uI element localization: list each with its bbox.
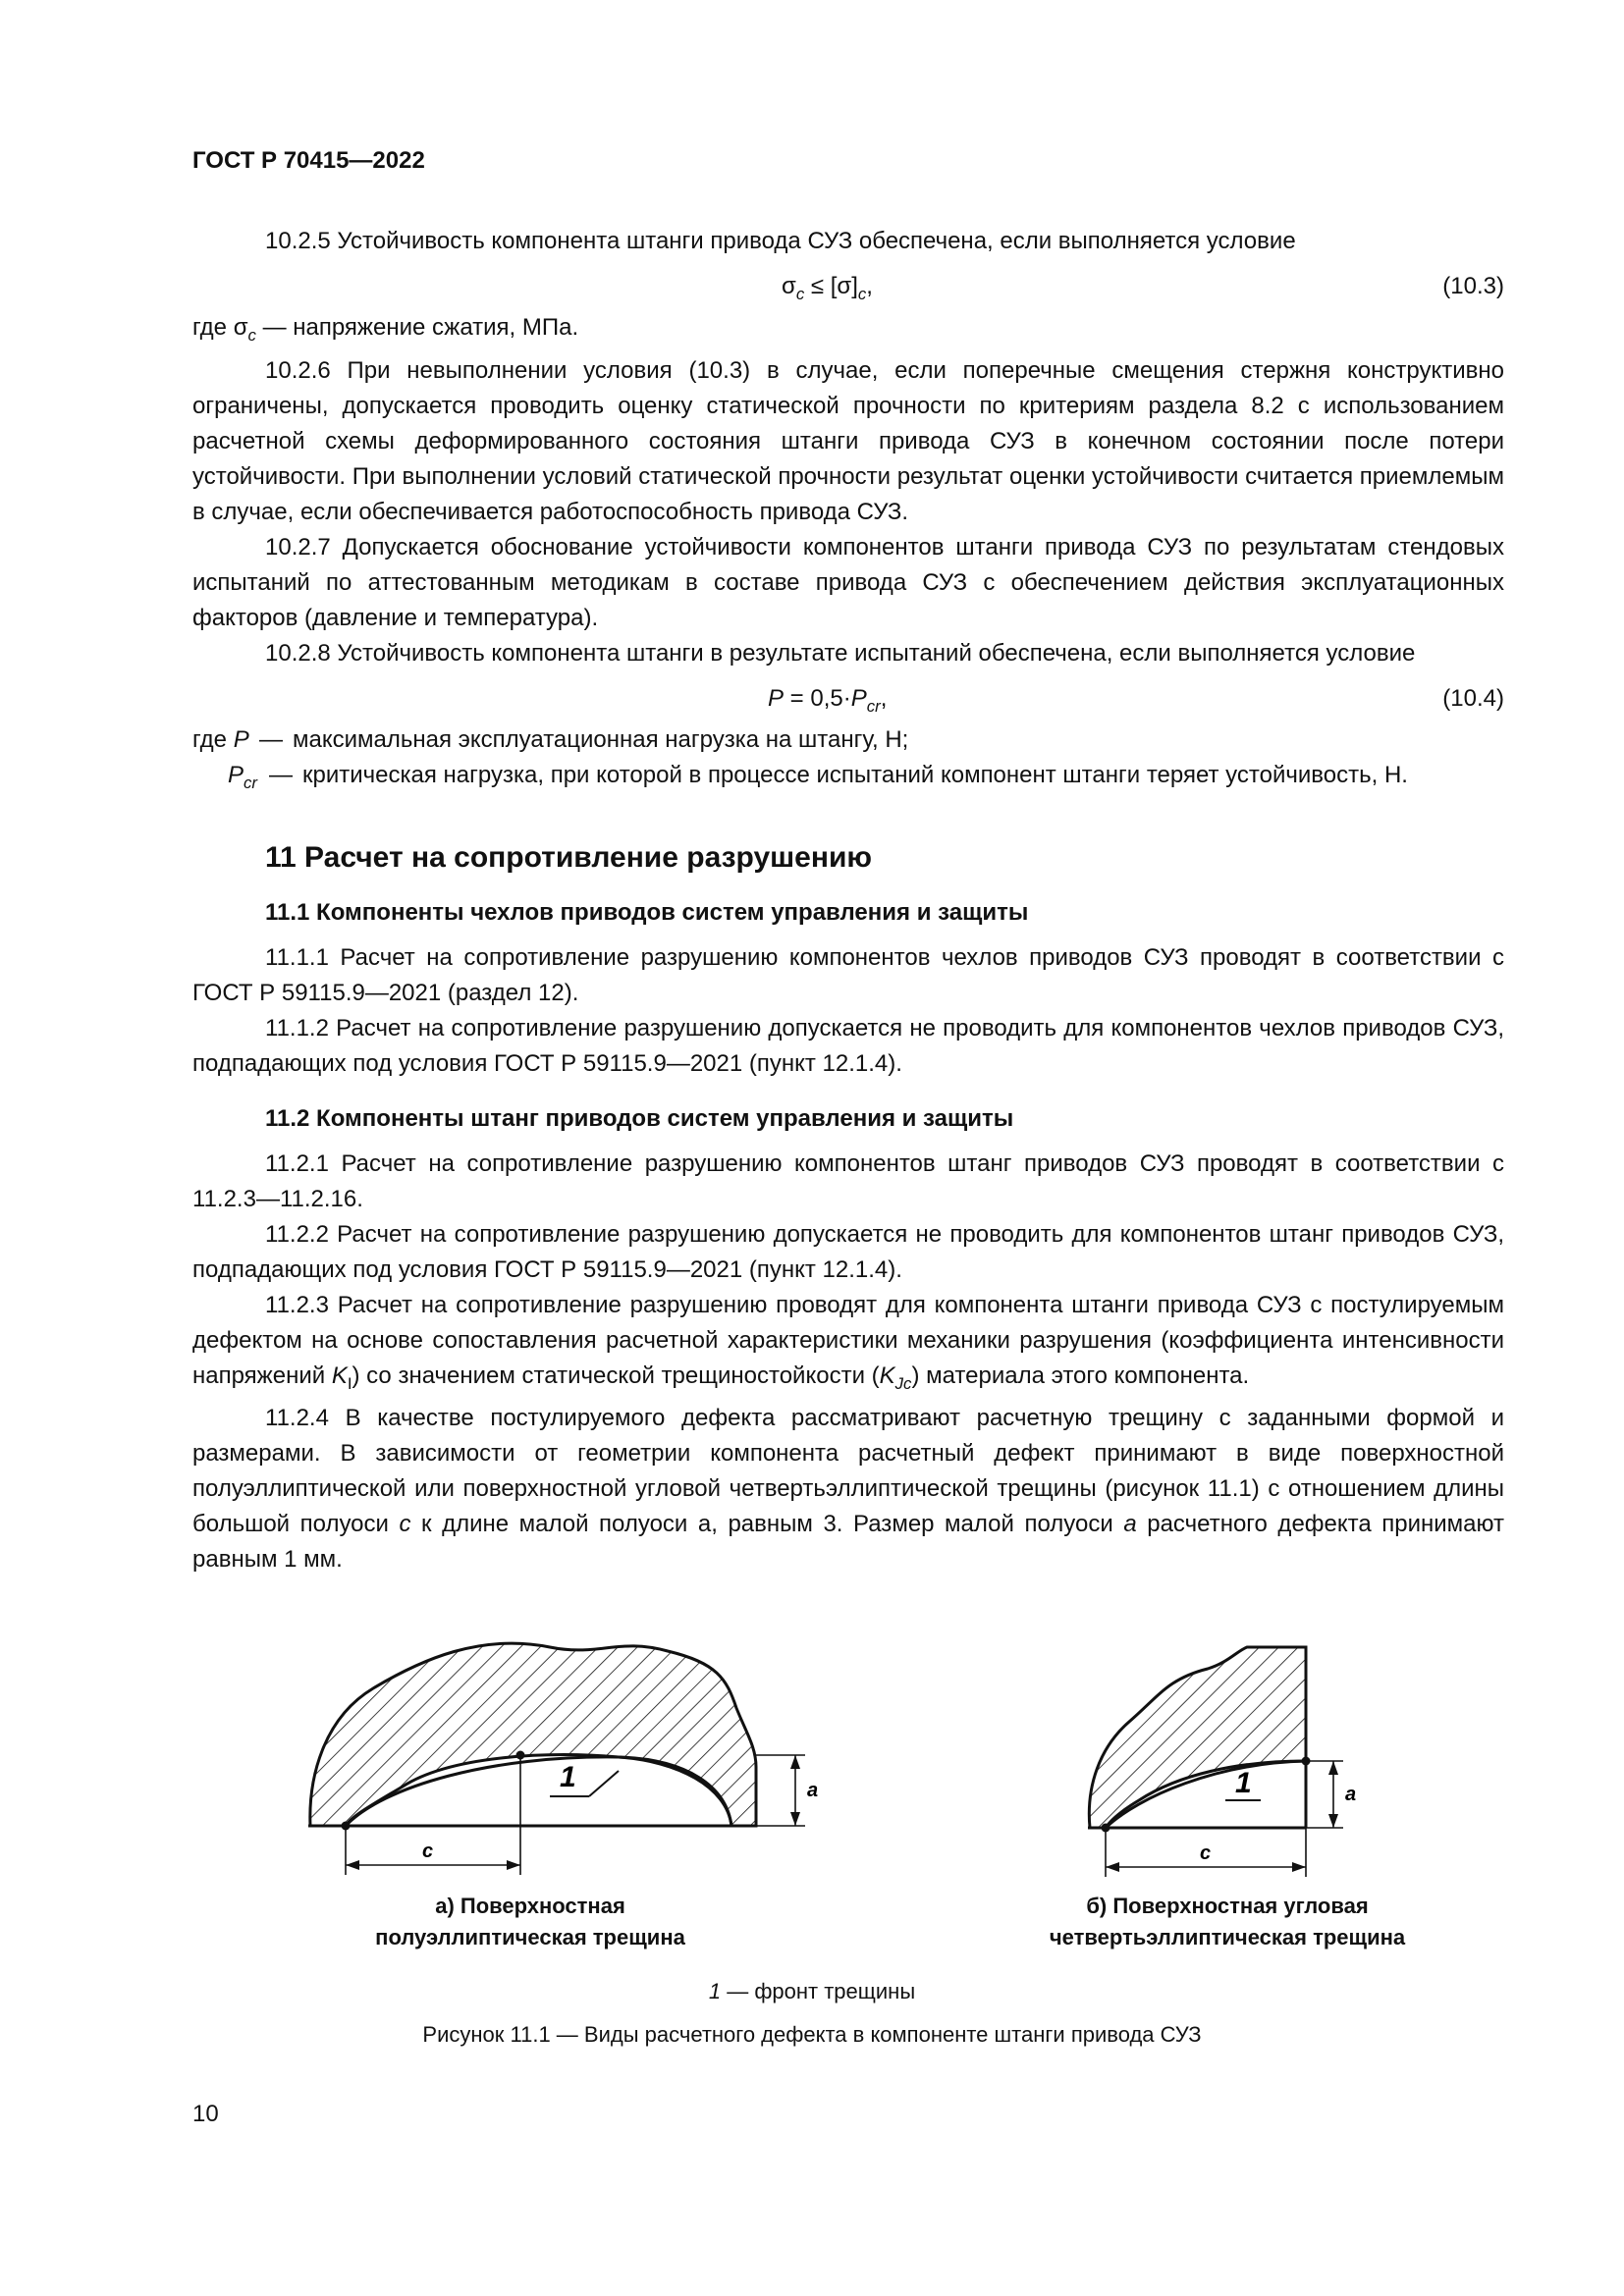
figure-title: Рисунок 11.1 — Виды расчетного дефекта в компоненте штанги привода СУЗ [422,2022,1202,2047]
document-header: ГОСТ Р 70415—2022 [192,147,425,174]
paragraph-11-1-1: 11.1.1 Расчет на сопротивление разрушению компонентов чехлов приводов СУЗ проводят в соответствии с ГОСТ Р 59115.9—2021 (раздел 12). [192,943,1504,1006]
figure-caption-b: б) Поверхностная угловая четвертьэллиптическая трещина [1049,1894,1406,1949]
dim-a-b-arrow-bottom [1328,1814,1338,1828]
dim-a-arrow-top [790,1755,800,1769]
where-10-4-item-2: $P_{cr}$ — критическая нагрузка, при которой в процессе испытаний компонент штанги теряет устойчивость, Н. [228,761,1408,792]
leader-line-1-a-tick [589,1771,619,1796]
equation-10-3 [192,265,1504,308]
dim-c-b-arrow-right [1292,1862,1306,1872]
where-10-3: где $\sigma_c$ — напряжение сжатия, МПа. [192,314,579,345]
label-1-a: 1 [560,1761,576,1793]
dim-a-b-arrow-top [1328,1761,1338,1775]
paragraph-11-2-4: 11.2.4 В качестве постулируемого дефекта рассматривают расчетную трещину с заданными формой и размерами. В зависимости от геометрии компонента расчетный дефект принимают в виде поверхностной полуэллиптической или поверхностной угловой четвертьэллиптической трещины (рисунок 11.1) с отношением длины большой полуоси c к длине малой полуоси а, равным 3. Размер малой полуоси a расчетного дефекта принимают равным 1 мм. [192,1405,1504,1574]
body-text [192,224,1504,1577]
subsection-11-1-heading: 11.1 Компоненты чехлов приводов систем управления и защиты [265,898,1029,926]
paragraph-10-2-6: 10.2.6 При невыполнении условия (10.3) в случае, если поперечные смещения стержня конструктивно ограничены, допускается проводить оценку статической прочности по критериям раздела 8.2 с использованием расчетной схемы деформированного состояния штанги привода СУЗ в конечном состоянии после потери устойчивости. При выполнении условий статической прочности результат оценки устойчивости считается приемлемым в случае, если обеспечивается работоспособность привода СУЗ. [192,356,1504,525]
crack-drawing-a [308,1643,818,1875]
label-c-b: c [1200,1842,1212,1864]
dim-c-b-arrow-left [1106,1862,1119,1872]
paragraph-11-2-2: 11.2.2 Расчет на сопротивление разрушению допускается не проводить для компонентов штанг приводов СУЗ, подпадающих под условия ГОСТ Р 59115.9—2021 (пункт 12.1.4). [192,1220,1504,1283]
section-11-heading: 11 Расчет на сопротивление разрушению [265,840,873,874]
component-body-a [310,1643,756,1826]
label-c-a: c [422,1841,434,1862]
paragraph-10-2-7: 10.2.7 Допускается обоснование устойчивости компонентов штанги привода СУЗ по результатам стендовых испытаний по аттестованным методикам в составе привода СУЗ с обеспечением действия эксплуатационных факторов (давление и температура). [192,533,1504,631]
page-number: 10 [192,2101,219,2127]
equation-10-4-expression: $P = 0,5\cdot P_{cr}$, [768,684,888,716]
crack-drawing-b [1088,1647,1356,1877]
equation-10-4-number: (10.4) [1442,684,1504,712]
equation-10-3-number: (10.3) [1442,273,1504,299]
paragraph-10-2-8: 10.2.8 Устойчивость компонента штанги в результате испытаний обеспечена, если выполняется условие [265,639,1416,667]
where-10-4-item-1: где P — максимальная эксплуатационная нагрузка на штангу, Н; [192,725,909,753]
equation-10-4 [192,677,1504,721]
paragraph-11-1-2: 11.1.2 Расчет на сопротивление разрушению допускается не проводить для компонентов чехлов приводов СУЗ, подпадающих под условия ГОСТ Р 59115.9—2021 (пункт 12.1.4). [192,1014,1504,1077]
paragraph-11-2-3: 11.2.3 Расчет на сопротивление разрушению проводят для компонента штанги привода СУЗ с постулируемым дефектом на основе сопоставления расчетной характеристики механики разрушения (коэффициента интенсивности напряжений $K_I$) со значением статической трещиностойкости $(K_{Jc})$ материала этого компонента. [192,1291,1504,1393]
label-1-b: 1 [1235,1767,1252,1799]
paragraph-11-2-1: 11.2.1 Расчет на сопротивление разрушению компонентов штанг приводов СУЗ проводят в соответствии с 11.2.3—11.2.16. [192,1149,1504,1212]
label-a-a: a [807,1780,819,1801]
dim-c-arrow-right [507,1860,520,1870]
component-body-b [1089,1647,1306,1828]
label-a-b: a [1345,1784,1357,1805]
paragraph-10-2-5: 10.2.5 Устойчивость компонента штанги привода СУЗ обеспечена, если выполняется условие [265,228,1296,254]
subsection-11-2-heading: 11.2 Компоненты штанг приводов систем управления и защиты [265,1104,1014,1132]
dim-c-arrow-left [346,1860,359,1870]
equation-10-3-expression: $\sigma_c \le [\sigma]_c$, [782,273,873,303]
dim-a-arrow-bottom [790,1812,800,1826]
figure-legend: 1 — фронт трещины [708,1979,916,2003]
figure-caption-a: а) Поверхностная полуэллиптическая трещина [375,1894,685,1949]
